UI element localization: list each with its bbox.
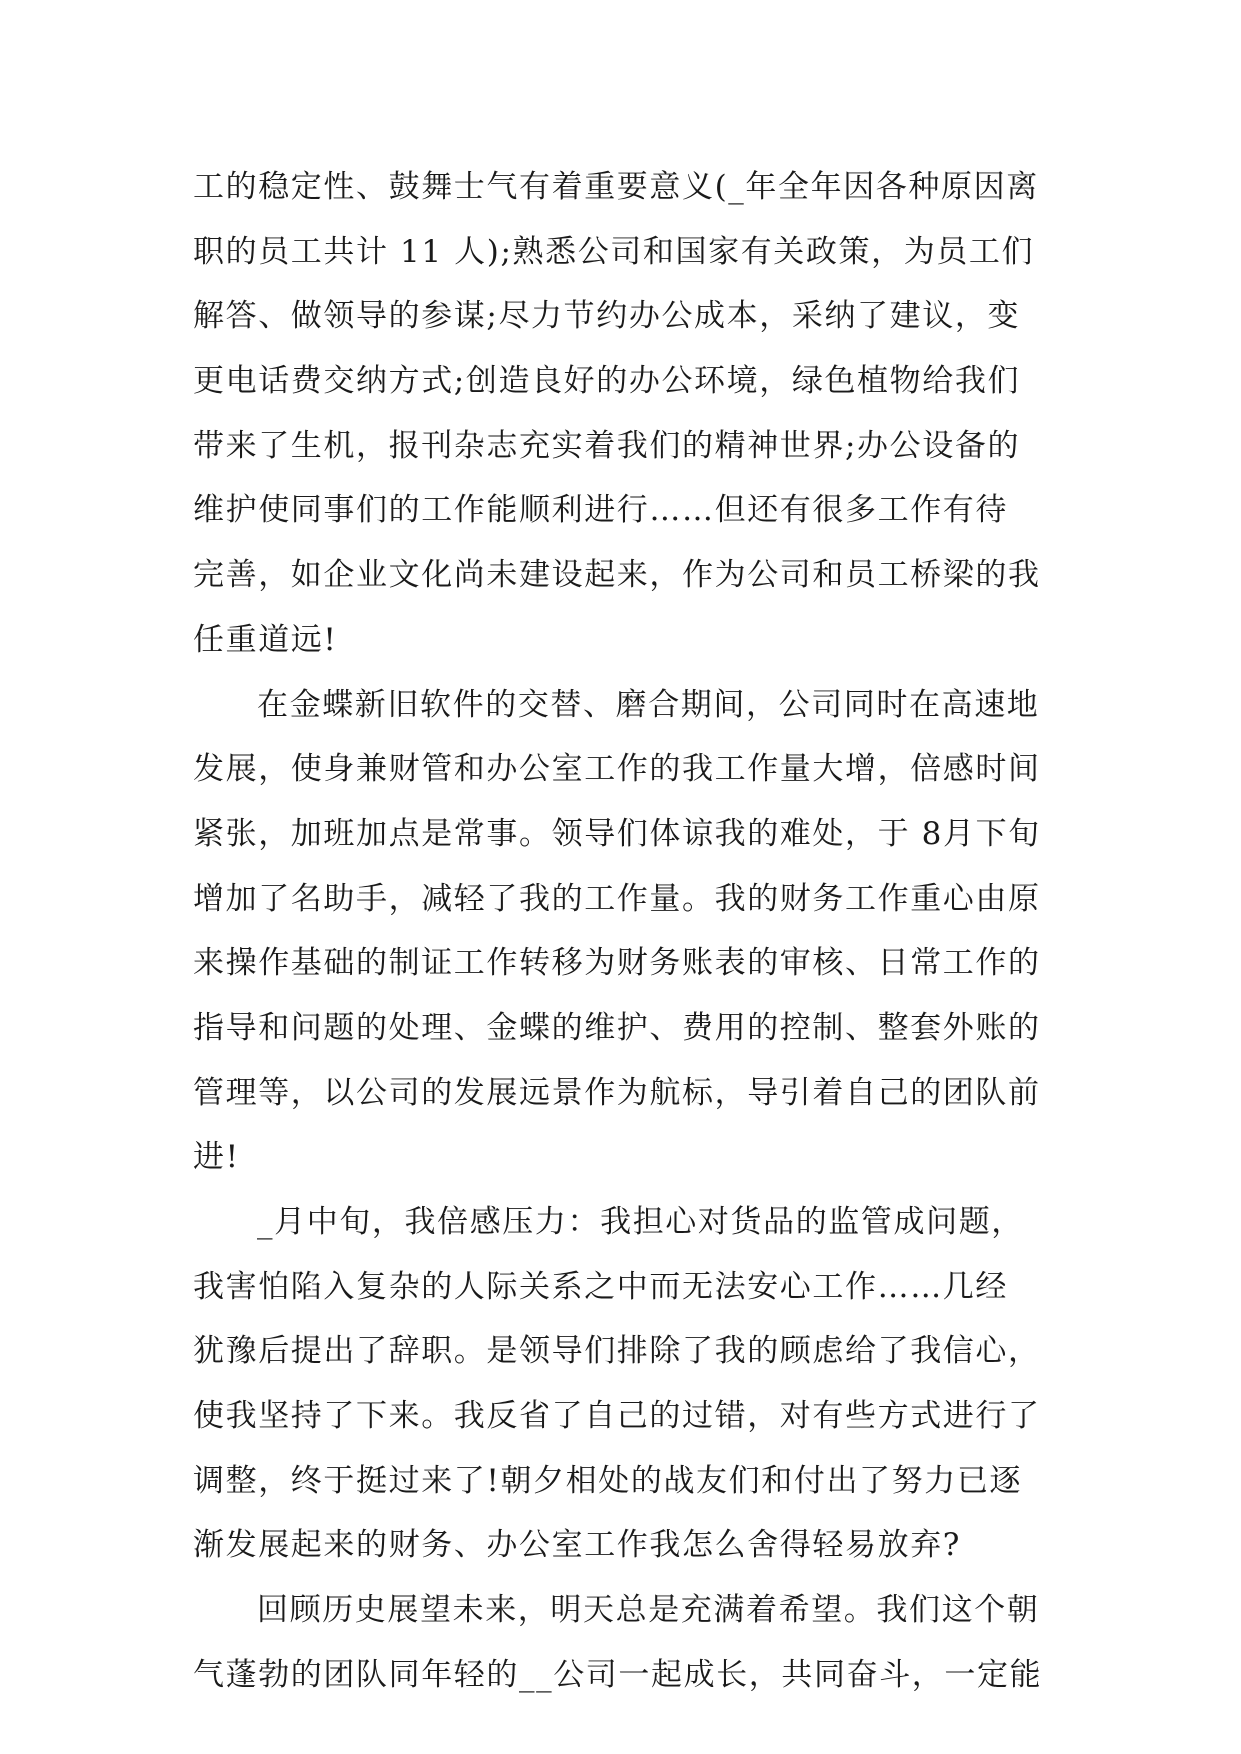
text-line: 我害怕陷入复杂的人际关系之中而无法安心工作……几经 <box>193 1268 1008 1305</box>
text-line: 解答、做领导的参谋;尽力节约办公成本，采纳了建议，变 <box>193 298 1021 335</box>
text-line: 完善，如企业文化尚未建设起来，作为公司和员工桥梁的我 <box>193 557 1041 594</box>
text-line: 管理等，以公司的发展远景作为航标，导引着自己的团队前 <box>193 1074 1041 1111</box>
text-line: 指导和问题的处理、金蝶的维护、费用的控制、整套外账的 <box>193 1009 1041 1046</box>
text-line: 增加了名助手，减轻了我的工作量。我的财务工作重心由原 <box>193 880 1041 917</box>
body-text <box>193 155 1055 1708</box>
text-line: 使我坚持了下来。我反省了自己的过错，对有些方式进行了 <box>193 1398 1041 1435</box>
text-line: 维护使同事们的工作能顺利进行……但还有很多工作有待 <box>193 492 1008 529</box>
paragraph-start-line: 回顾历史展望未来，明天总是充满着希望。我们这个朝 <box>257 1592 1040 1629</box>
text-line: 渐发展起来的财务、办公室工作我怎么舍得轻易放弃? <box>193 1527 962 1564</box>
text-line: 气蓬勃的团队同年轻的__公司一起成长，共同奋斗，一定能 <box>193 1656 1043 1693</box>
paragraph-start-line: _月中旬，我倍感压力：我担心对货品的监管成问题， <box>257 1204 1024 1240</box>
text-line: 发展，使身兼财管和办公室工作的我工作量大增，倍感时间 <box>193 751 1041 788</box>
text-line: 犹豫后提出了辞职。是领导们排除了我的顾虑给了我信心， <box>193 1333 1041 1370</box>
text-line: 来操作基础的制证工作转移为财务账表的审核、日常工作的 <box>193 945 1041 982</box>
text-line: 任重道远! <box>193 621 338 658</box>
text-line: 进! <box>193 1139 240 1176</box>
paragraph-start-line: 在金蝶新旧软件的交替、磨合期间，公司同时在高速地 <box>257 686 1040 723</box>
text-line: 紧张，加班加点是常事。领导们体谅我的难处，于 8月下旬 <box>193 815 1041 852</box>
text-line: 更电话费交纳方式;创造良好的办公环境，绿色植物给我们 <box>193 363 1021 400</box>
text-line: 职的员工共计 11 人);熟悉公司和国家有关政策，为员工们 <box>193 233 1035 270</box>
text-line: 工的稳定性、鼓舞士气有着重要意义(_年全年因各种原因离 <box>193 169 1039 205</box>
text-line: 调整，终于挺过来了!朝夕相处的战友们和付出了努力已逐 <box>193 1462 1023 1499</box>
text-line: 带来了生机，报刊杂志充实着我们的精神世界;办公设备的 <box>193 427 1021 464</box>
